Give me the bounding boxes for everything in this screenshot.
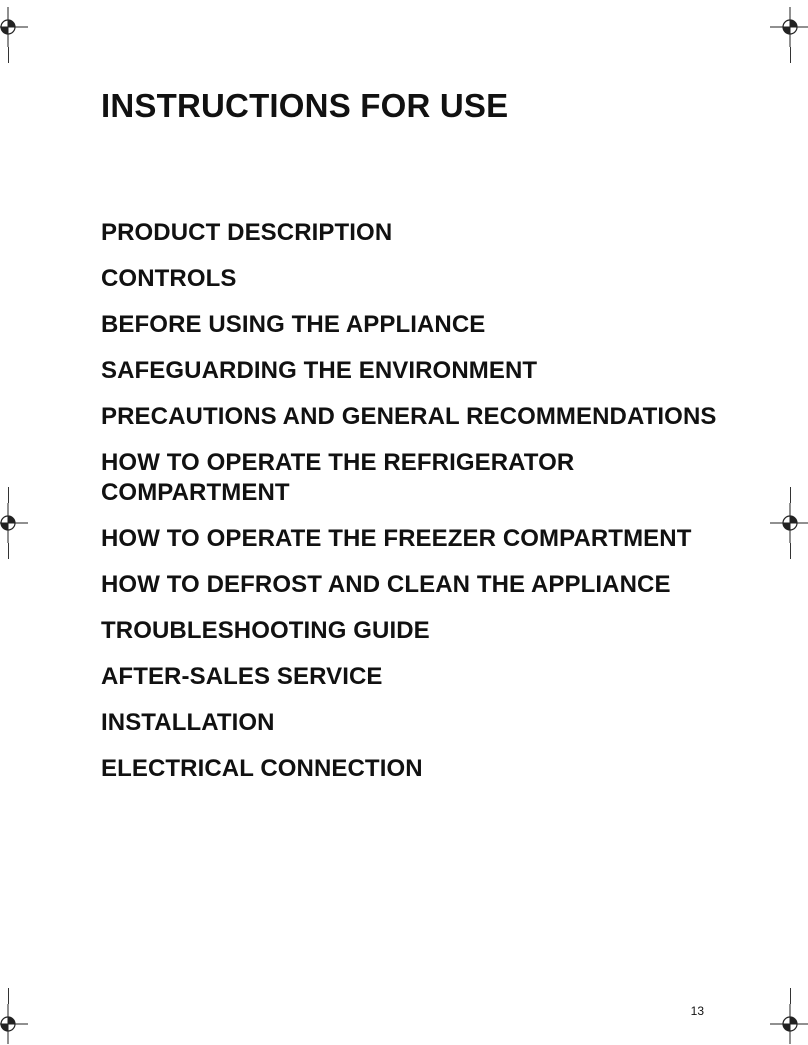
toc-item-controls: CONTROLS	[101, 265, 237, 292]
crop-line	[790, 543, 791, 559]
toc-item-defrost-clean: HOW TO DEFROST AND CLEAN THE APPLIANCE	[101, 571, 671, 598]
toc-item-troubleshooting: TROUBLESHOOTING GUIDE	[101, 617, 430, 644]
registration-mark-icon	[770, 7, 808, 47]
toc-item-safeguarding-environment: SAFEGUARDING THE ENVIRONMENT	[101, 357, 538, 384]
crop-line	[8, 988, 9, 1004]
toc-item-electrical-connection: ELECTRICAL CONNECTION	[101, 755, 423, 782]
registration-mark-icon	[0, 7, 28, 47]
crop-line	[790, 487, 791, 503]
registration-mark-icon	[0, 503, 28, 543]
toc-item-before-using: BEFORE USING THE APPLIANCE	[101, 311, 486, 338]
toc-item-precautions: PRECAUTIONS AND GENERAL RECOMMENDATIONS	[101, 403, 717, 430]
toc-item-after-sales: AFTER-SALES SERVICE	[101, 663, 383, 690]
crop-line	[8, 47, 9, 63]
toc-item-refrigerator-compartment: HOW TO OPERATE THE REFRIGERATOR COMPARTMENT	[101, 449, 575, 506]
page-number: 13	[690, 1004, 704, 1018]
table-of-contents	[101, 218, 721, 800]
page-title: INSTRUCTIONS FOR USE	[101, 87, 509, 124]
crop-line	[8, 487, 9, 503]
crop-line	[790, 988, 791, 1004]
crop-line	[790, 47, 791, 63]
registration-mark-icon	[0, 1004, 28, 1044]
toc-item-product-description: PRODUCT DESCRIPTION	[101, 219, 393, 246]
crop-line	[8, 543, 9, 559]
registration-mark-icon	[770, 503, 808, 543]
toc-item-freezer-compartment: HOW TO OPERATE THE FREEZER COMPARTMENT	[101, 525, 692, 552]
registration-mark-icon	[770, 1004, 808, 1044]
toc-item-installation: INSTALLATION	[101, 709, 275, 736]
